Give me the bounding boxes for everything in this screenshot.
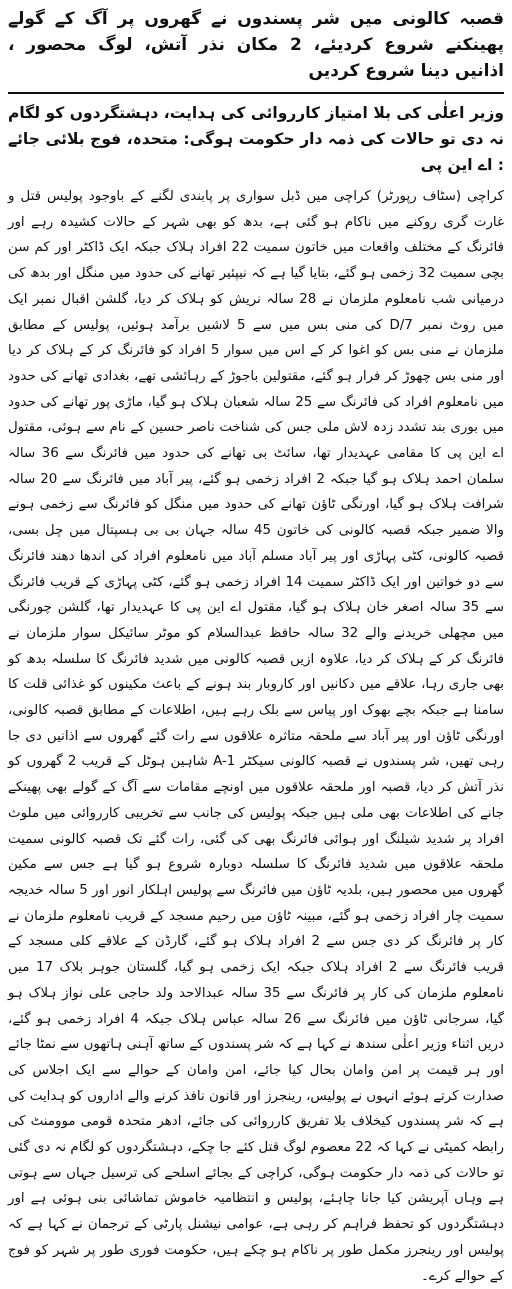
article-body: کراچی (سٹاف رپورٹر) کراچی میں ڈبل سواری پر پابندی لگنے کے باوجود پولیس قتل و غارت گری روکنے میں ناکام ہو گئی ہے، بدھ کو بھی شہر کے حالات کشیدہ رہے اور فائرنگ کے مختلف واقعات میں خاتون سمیت 22 افراد ہلاک جبکہ ایک ڈاکٹر اور کم سن بچی سمیت 32 زخمی ہو گئے، بتایا گیا ہے کہ نیپئیر تھانے کی حدود میں منگل اور بدھ کی درمیانی شب نامعلوم ملزمان نے 28 سالہ نریش کو ہلاک کر دیا، گلشن اقبال نمبر ایک میں روٹ نمبر D/7 کی منی بس میں سے 5 لاشیں برآمد ہوئیں، پولیس کے مطابق ملزمان نے منی بس کو اغوا کر کے اس میں سوار 5 افراد کو فائرنگ کر کے ہلاک کر دیا اور منی بس چھوڑ کر فرار ہو گئے، مقتولین باجوڑ کے رہائشی تھے، بغدادی تھانے کی حدود میں نامعلوم افراد کی فائرنگ سے 25 سالہ شعبان ہلاک ہو گیا، ماڑی پور تھانے کی حدود میں بوری بند تشدد زدہ لاش ملی جس کی شناخت ناصر حسین کے نام سے ہوئی، مقتول اے این پی کا مقامی عہدیدار تھا، سائٹ بی تھانے کی حدود میں فائرنگ سے 36 سالہ سلمان احمد ہلاک ہو گیا جبکہ 2 افراد زخمی ہو گئے، پیر آباد میں فائرنگ سے 20 سالہ شرافت ہلاک ہو گیا، اورنگی ٹاؤن تھانے کی حدود میں منگل کو فائرنگ سے زخمی ہونے والا ضمیر جبکہ قصبہ کالونی کی خاتون 45 سالہ جہان بی بی ہسپتال میں چل بسی، قصبہ کالونی، کٹی پہاڑی اور پیر آباد مسلم آباد میں نامعلوم افراد کی اندھا دھند فائرنگ سے دو خواتین اور ایک ڈاکٹر سمیت 14 افراد زخمی ہو گئے، کٹی پہاڑی کے قریب فائرنگ سے 35 سالہ اصغر خان ہلاک ہو گیا، مقتول اے این پی کا عہدیدار تھا، گلشن چورنگی میں مچھلی خریدنے والے 32 سالہ حافظ عبدالسلام کو موٹر سائیکل سوار ملزمان نے فائرنگ کر کے ہلاک کر دیا، علاوہ ازیں قصبہ کالونی میں شدید فائرنگ کا سلسلہ بدھ کو بھی جاری رہا، علاقے میں دکانیں اور کاروبار بند ہونے کے باعث مکینوں کو غذائی قلت کا سامنا ہے جبکہ بچے بھوک اور پیاس سے بلک رہے ہیں، اطلاعات کے مطابق قصبہ کالونی، اورنگی ٹاؤن اور پیر آباد سے ملحقہ متاثرہ علاقوں سے رات گئے گھروں سے اذانیں دی جا رہی تھیں، شر پسندوں نے قصبہ کالونی سیکٹر A-1 شاہین ہوٹل کے قریب 2 گھروں کو نذر آتش کر دیا، قصبہ اور ملحقہ علاقوں میں اونچے مقامات سے آگ کے گولے بھی پھینکے جانے کی اطلاعات بھی ملی ہیں جبکہ پولیس کی جانب سے تخریبی کارروائی میں ملوث افراد پر شدید شیلنگ اور ہوائی فائرنگ بھی کی گئی، رات گئے تک قصبہ کالونی سمیت ملحقہ علاقوں میں شدید فائرنگ کا سلسلہ دوبارہ شروع ہو گیا ہے جس سے مکین گھروں میں محصور ہیں، بلدیہ ٹاؤن میں فائرنگ سے پولیس اہلکار انور اور 5 سالہ خدیجہ سمیت چار افراد زخمی ہو گئے، مبینہ ٹاؤن میں رحیم مسجد کے قریب نامعلوم ملزمان نے کار پر فائرنگ کر دی جس سے 2 افراد ہلاک ہو گئے، گارڈن کے علاقے کلی مسجد کے قریب فائرنگ سے 2 افراد ہلاک جبکہ ایک زخمی ہو گیا، گلستان جوہر بلاک 17 میں نامعلوم ملزمان کی کار پر فائرنگ سے 35 سالہ عبدالاحد ولد حاجی علی نواز ہلاک ہو گیا، سرجانی ٹاؤن میں فائرنگ سے 26 سالہ عباس ہلاک جبکہ 4 افراد زخمی ہو گئے، دریں اثناء وزیر اعلٰی سندھ نے کہا ہے کہ شر پسندوں کے ساتھ آہنی ہاتھوں سے نمٹا جائے اور ہر قیمت پر امن وامان بحال کیا جائے، امن وامان کے حوالے سے ایک اجلاس کی صدارت کرتے ہوئے انہوں نے پولیس، رینجرز اور قانون نافذ کرنے والے اداروں کو ہدایت کی ہے کہ شر پسندوں کیخلاف بلا تفریق کارروائی کی جائے، ادھر متحدہ قومی موومنٹ کی رابطہ کمیٹی نے کہا کہ 22 معصوم لوگ قتل کئے جا چکے، دہشتگردوں کو لگام نہ دی گئی تو حالات کی ذمہ دار حکومت ہوگی، کراچی کے بجائے اسلحے کی ترسیل جہاں سے ہوتی ہے وہاں آپریشن کیا جانا چاہئے، پولیس و انتظامیہ خاموش تماشائی بنی ہوئی ہے اور دہشتگردوں کو تحفظ فراہم کر رہی ہے، عوامی نیشنل پارٹی کے ترجمان نے کہا ہے کہ پولیس اور رینجرز مکمل طور پر ناکام ہو چکے ہیں، حکومت فوری طور پر شہر کو فوج کے حوالے کرے۔	[8, 189, 505, 1284]
headline: قصبہ کالونی میں شر پسندوں نے گھروں پر آگ کے گولے پھینکنے شروع کردیئے، 2 مکان نذر آتش، لوگ محصور ، اذانیں دینا شروع کردیں	[8, 9, 504, 81]
headline-divider	[8, 92, 504, 94]
subheadline: وزیر اعلٰی کی بلا امتیاز کارروائی کی ہدایت، دہشتگردوں کو لگام نہ دی تو حالات کی ذمہ دار حکومت ہوگی: متحدہ، فوج بلائی جائے : اے این پی	[8, 104, 504, 174]
